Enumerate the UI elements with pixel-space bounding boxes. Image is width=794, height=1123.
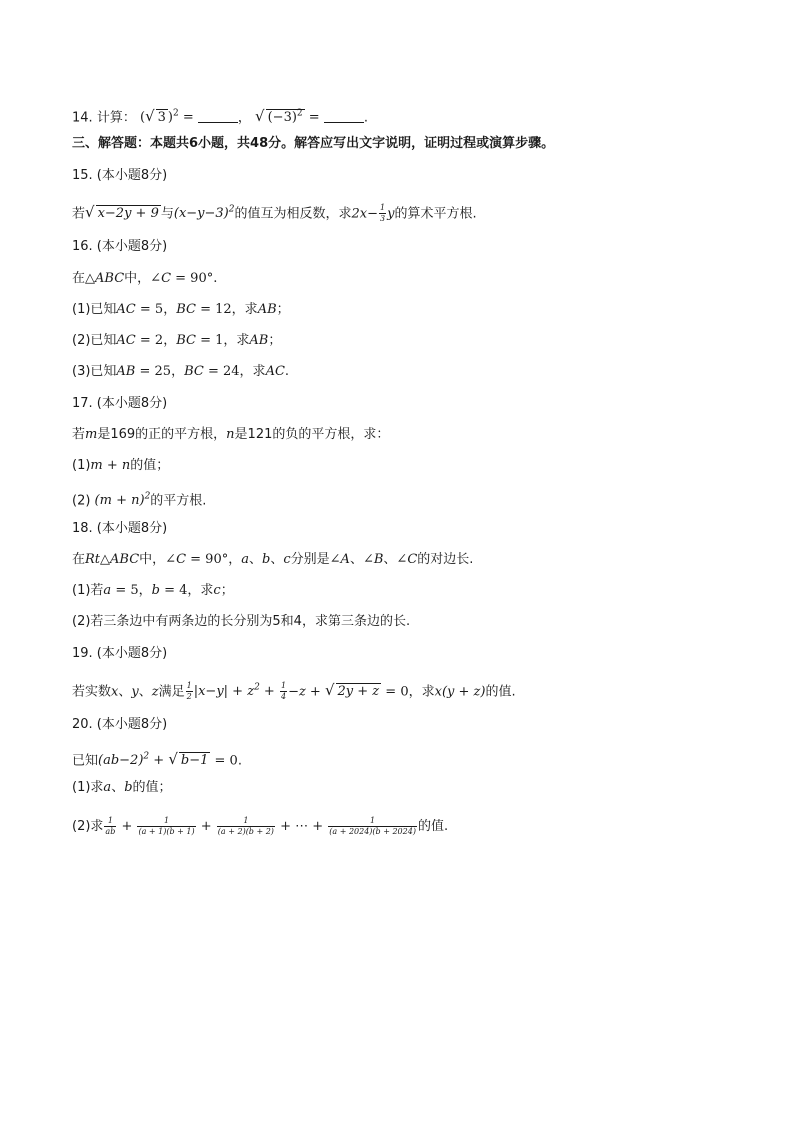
question-18-header: 18. (本小题8分): [72, 521, 168, 536]
question-14: 14. 计算： (√ 3 )$^2$ = ， √ $(-3)^2$ = .: [72, 107, 368, 126]
question-15-header: 15. (本小题8分): [72, 168, 168, 183]
question-18-part-2: (2)若三条边中有两条边的长分别为5和4，求第三条边的长.: [72, 614, 411, 629]
question-18-stem: 在Rt△ABC中，∠C = 90°，a、b、c分别是∠A、∠B、∠C的对边长.: [72, 552, 474, 567]
question-20-header: 20. (本小题8分): [72, 717, 168, 732]
question-19-header: 19. (本小题8分): [72, 646, 168, 661]
question-17-part-2: (2) $(m + n)^2$的平方根.: [72, 492, 207, 509]
question-20-part-1: (1)求a、b的值；: [72, 780, 172, 795]
question-19-body: 若实数x、y、z满足 $\frac{1}{2}$ $|x-y| + z^2$ + $\frac{1}{4}$ −z + √ 2y + z = 0，求x(y + z)的值.: [72, 681, 516, 702]
question-16-stem: 在△ABC中，∠C = 90°.: [72, 271, 218, 286]
question-17-stem: 若m是169的正的平方根，n是121的负的平方根，求：: [72, 427, 390, 442]
section-header: 三、解答题：本题共6小题，共48分。解答应写出文字说明，证明过程或演算步骤。: [72, 136, 555, 151]
question-20-part-2: (2)求 $\frac{1}{ab}$ + $\frac{1}{(a + 1)(b + 1)}$ + $\frac{1}{(a + 2)(b + 2)}$ + ⋯ + $\frac{1}{(a + 2024)(b + 2024)}$ 的值.: [72, 816, 449, 836]
question-17-part-1: (1)m + n的值；: [72, 458, 170, 473]
question-20-stem: 已知$(ab-2)^2$ + √ b−1 = 0.: [72, 750, 242, 769]
question-16-part-3: (3)已知AB = 25，BC = 24，求AC.: [72, 364, 290, 379]
question-15-body: 若√ x−2y + 9 与$(x-y-3)^2$的值互为相反数，求2x− $\frac{1}{3}$ y的算术平方根.: [72, 203, 477, 224]
question-16-header: 16. (本小题8分): [72, 239, 168, 254]
answer-blank-2[interactable]: [324, 110, 364, 123]
question-18-part-1: (1)若a = 5，b = 4，求c；: [72, 583, 234, 598]
question-16-part-1: (1)已知AC = 5，BC = 12，求AB；: [72, 302, 290, 317]
question-17-header: 17. (本小题8分): [72, 396, 168, 411]
answer-blank-1[interactable]: [198, 110, 238, 123]
question-16-part-2: (2)已知AC = 2，BC = 1，求AB；: [72, 333, 282, 348]
